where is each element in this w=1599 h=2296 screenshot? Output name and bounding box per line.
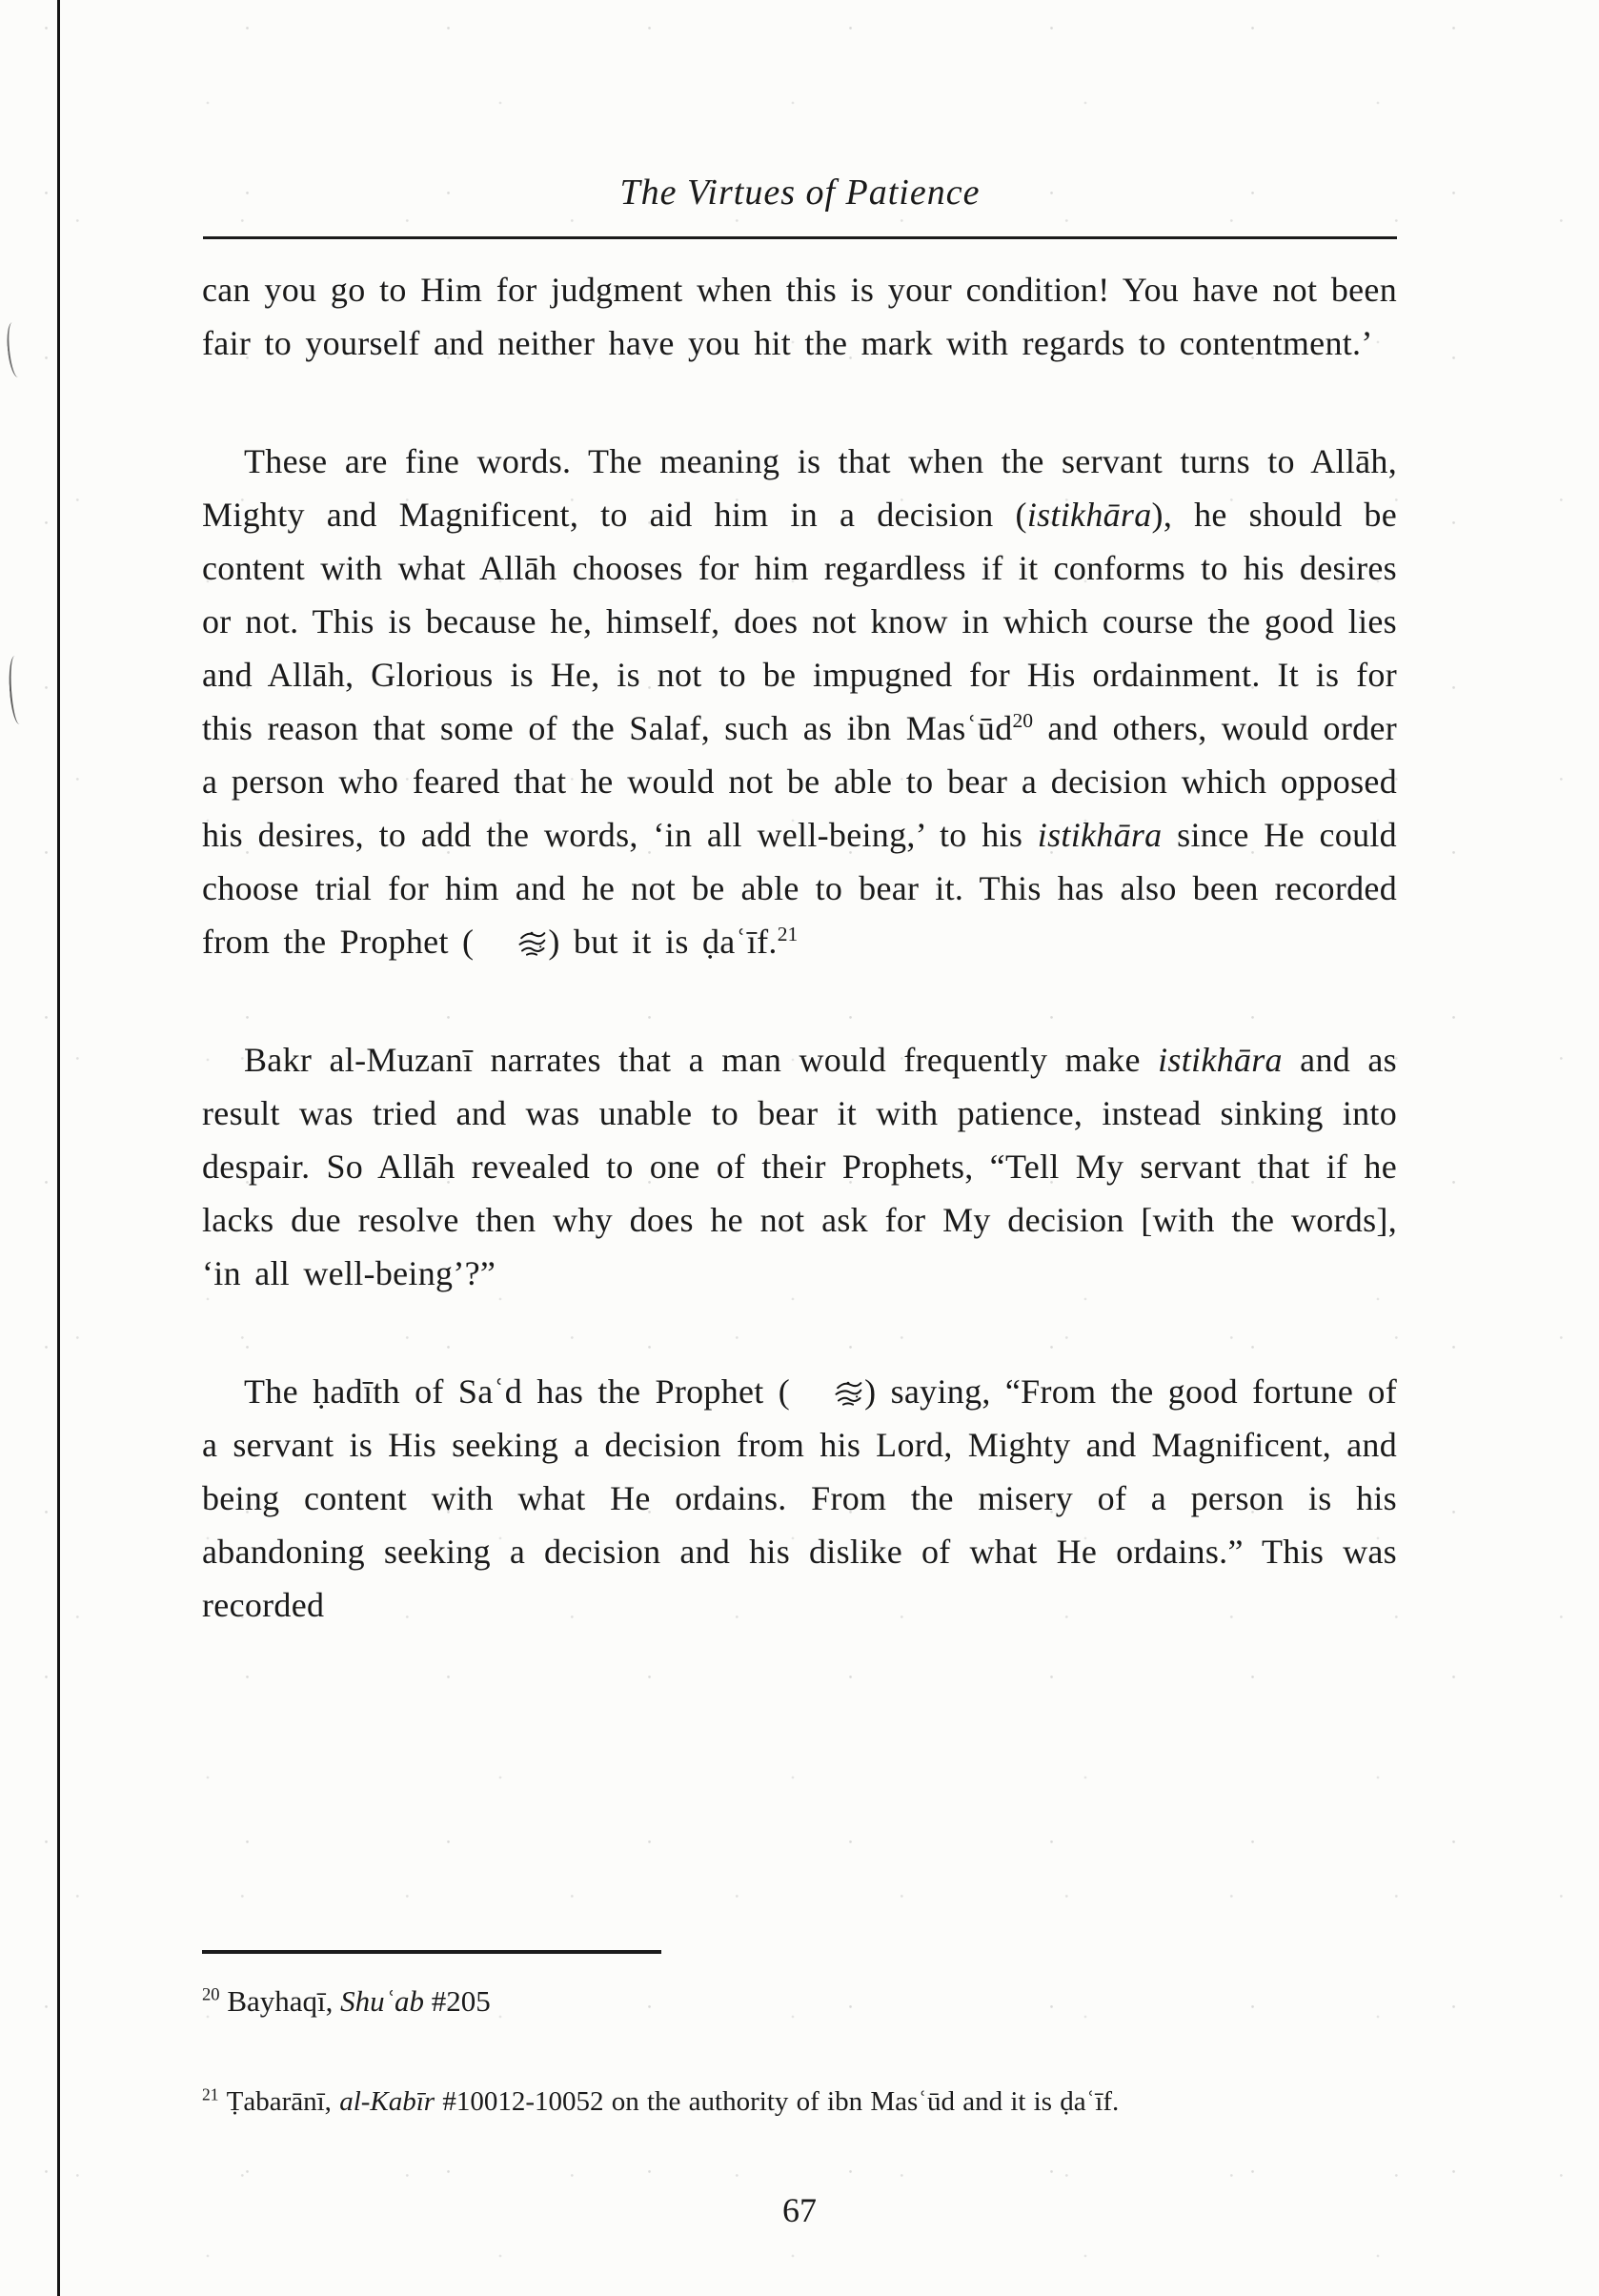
- body-paragraph: These are fine words. The meaning is that when the servant turns to Allāh, Mighty and Magnificent, to aid him in a decision (istikhāra), he should be content with what Allāh chooses for him regardless if it conforms to his desires or not. This is because he, himself, does not know in which course the good lies and Allāh, Glorious is He, is not to be impugned for His ordainment. It is for this reason that some of the Salaf, such as ibn Masʿūd$^{20}$ and others, would order a person who feared that he would not be able to bear a decision which opposed his desires, to add the words, ‘in all well-being,’ to his istikhāra since He could choose trial for him and he not be able to bear it. This has also been recorded from the Prophet ( ) but it is ḍaʿīf.$^{21}$: [202, 442, 1397, 961]
- footnote-separator-rule: [202, 1950, 661, 1954]
- footnote: $^{21}$ Ṭabarānī, al-Kabīr #10012-10052 on the authority of ibn Masʿūd and it is ḍaʿīf.: [202, 2084, 1120, 2117]
- running-header-title: The Virtues of Patience: [619, 173, 981, 213]
- body-paragraph: can you go to Him for judgment when this is your condition! You have not been fair to yourself and neither have you hit the mark with regards to contentment.’: [202, 271, 1397, 362]
- scan-artifact: [8, 656, 28, 725]
- page-number: 67: [782, 2191, 817, 2229]
- prophet-salutation-icon: [790, 1379, 864, 1408]
- footnote: $^{20}$ Bayhaqī, Shuʿab #205: [202, 1984, 491, 2018]
- prophet-salutation-icon: [474, 929, 548, 958]
- body-paragraph: The ḥadīth of Saʿd has the Prophet ( ) saying, “From the good fortune of a servant is His seeking a decision from his Lord, Mighty and Magnificent, and being content with what He ordains. From the misery of a person is his abandoning seeking a decision and his dislike of what He ordains.” This was recorded: [202, 1372, 1397, 1624]
- body-paragraph: Bakr al-Muzanī narrates that a man would frequently make istikhāra and as result was tried and was unable to bear it with patience, instead sinking into despair. So Allāh revealed to one of their Prophets, “Tell My servant that if he lacks due resolve then why does he not ask for My decision [with the words], ‘in all well-being’?”: [202, 1041, 1397, 1292]
- scan-edge-line: [57, 0, 60, 2296]
- header-rule: [203, 236, 1397, 239]
- body-text-block: [202, 263, 1397, 1632]
- scan-artifact: [5, 321, 26, 377]
